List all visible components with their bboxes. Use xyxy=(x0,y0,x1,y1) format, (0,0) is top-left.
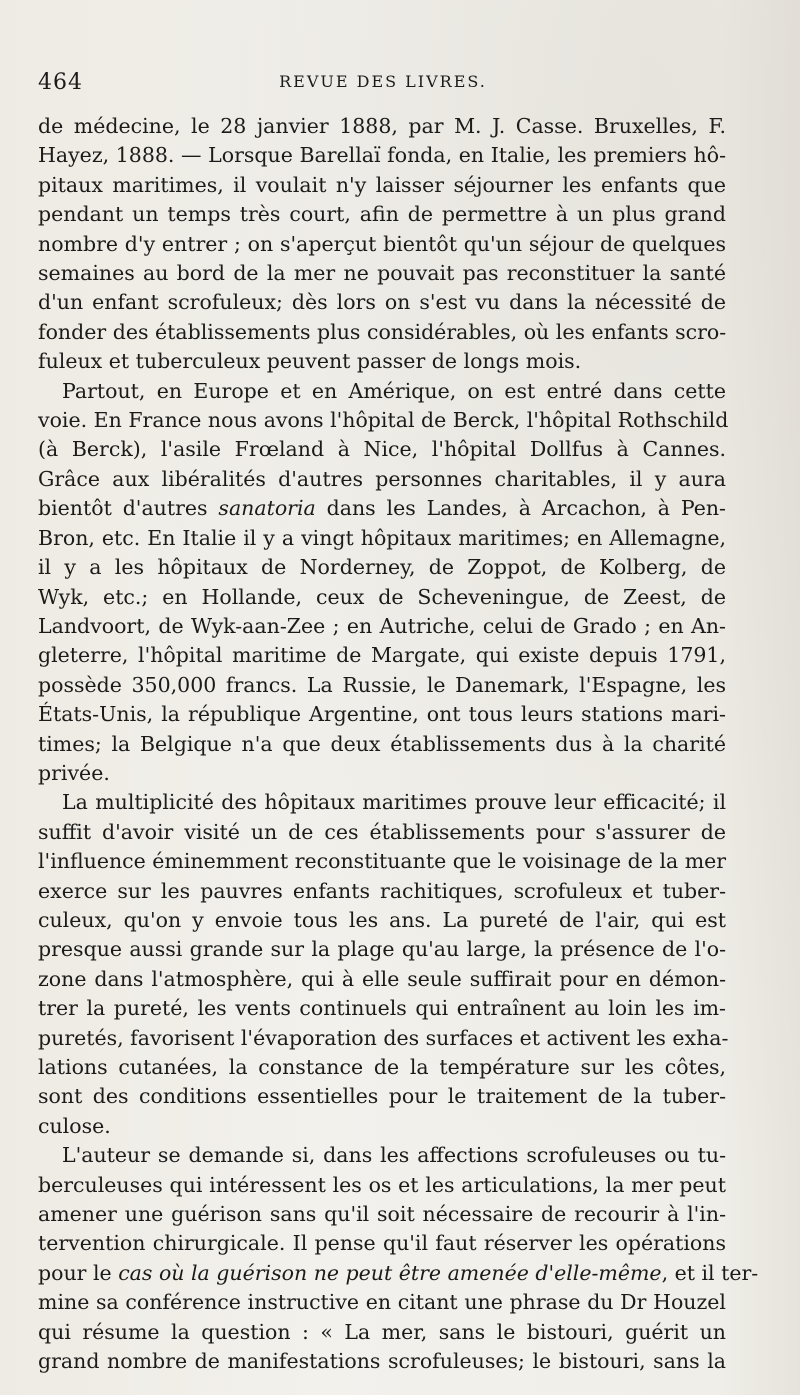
text-line: trer la pureté, les vents continuels qui entraînent au loin les im- xyxy=(38,996,726,1021)
text-line: nombre d'y entrer ; on s'aperçut bientôt qu'un séjour de quelques xyxy=(38,231,726,256)
text-line: culose. xyxy=(38,1113,111,1138)
text-line: privée. xyxy=(38,760,110,785)
text-line: l'influence éminemment reconstituante que le voisinage de la mer xyxy=(38,849,727,874)
text-line: (à Berck), l'asile Frœland à Nice, l'hôpital Dollfus à Cannes. xyxy=(38,437,726,462)
text-line: tervention chirurgicale. Il pense qu'il faut réserver les opérations xyxy=(38,1231,726,1256)
running-head: REVUE DES LIVRES. xyxy=(279,72,487,91)
text-segment: pour le xyxy=(38,1260,119,1285)
text-line: pitaux maritimes, il voulait n'y laisser séjourner les enfants que xyxy=(38,172,726,197)
text-line: fuleux et tuberculeux peuvent passer de longs mois. xyxy=(38,349,582,374)
text-line: La multiplicité des hôpitaux maritimes prouve leur efficacité; il xyxy=(62,790,726,815)
text-line: grand nombre de manifestations scrofuleuses; le bistouri, sans la xyxy=(38,1349,726,1374)
text-line xyxy=(38,1259,759,1288)
text-line: fonder des établissements plus considérables, où les enfants scro- xyxy=(38,319,727,344)
text-line: presque aussi grande sur la plage qu'au large, la présence de l'o- xyxy=(38,937,726,962)
text-line: mine sa conférence instructive en citant une phrase du Dr Houzel xyxy=(38,1290,726,1315)
text-line: culeux, qu'on y envoie tous les ans. La pureté de l'air, qui est xyxy=(38,907,726,932)
text-line: possède 350,000 francs. La Russie, le Danemark, l'Espagne, les xyxy=(38,672,726,697)
text-line: de médecine, le 28 janvier 1888, par M. J. Casse. Bruxelles, F. xyxy=(38,114,726,138)
text-line: il y a les hôpitaux de Norderney, de Zoppot, de Kolberg, de xyxy=(38,555,726,580)
page-header xyxy=(38,66,728,100)
text-segment: , et il ter- xyxy=(661,1260,759,1285)
text-line: Wyk, etc.; en Hollande, ceux de Scheveningue, de Zeest, de xyxy=(38,584,726,609)
text-line: semaines au bord de la mer ne pouvait pas reconstituer la santé xyxy=(38,261,726,286)
text-segment: dans les Landes, à Arcachon, à Pen- xyxy=(315,496,726,521)
page-number: 464 xyxy=(38,70,83,95)
body-text xyxy=(38,112,759,1376)
text-line: sont des conditions essentielles pour le traitement de la tuber- xyxy=(38,1084,726,1109)
text-line: times; la Belgique n'a que deux établissements dus à la charité xyxy=(38,731,726,756)
text-line: lations cutanées, la constance de la température sur les côtes, xyxy=(38,1055,726,1079)
text-line: Hayez, 1888. — Lorsque Barellaï fonda, en Italie, les premiers hô- xyxy=(38,143,726,168)
text-line: d'un enfant scrofuleux; dès lors on s'est vu dans la nécessité de xyxy=(38,290,726,315)
text-line: qui résume la question : « La mer, sans le bistouri, guérit un xyxy=(38,1319,726,1344)
text-line: suffit d'avoir visité un de ces établissements pour s'assurer de xyxy=(38,819,726,844)
text-line: exerce sur les pauvres enfants rachitiques, scrofuleux et tuber- xyxy=(38,878,726,903)
text-line: zone dans l'atmosphère, qui à elle seule suffirait pour en démon- xyxy=(38,966,726,991)
text-line: Landvoort, de Wyk-aan-Zee ; en Autriche, celui de Grado ; en An- xyxy=(38,613,726,638)
text-line: voie. En France nous avons l'hôpital de Berck, l'hôpital Rothschild xyxy=(38,408,729,433)
text-line xyxy=(38,494,726,523)
text-line: États-Unis, la république Argentine, ont tous leurs stations mari- xyxy=(38,702,726,727)
text-line: Grâce aux libéralités d'autres personnes charitables, il y aura xyxy=(38,466,726,491)
italic-term: sanatoria xyxy=(218,496,316,521)
text-line: berculeuses qui intéressent les os et les articulations, la mer peut xyxy=(38,1172,726,1197)
italic-quote: cas où la guérison ne peut être amenée d'elle-même xyxy=(118,1260,662,1285)
text-line: Bron, etc. En Italie il y a vingt hôpitaux maritimes; en Allemagne, xyxy=(38,525,726,550)
text-line: amener une guérison sans qu'il soit nécessaire de recourir à l'in- xyxy=(38,1202,726,1227)
text-line: puretés, favorisent l'évaporation des surfaces et activent les exha- xyxy=(38,1025,729,1050)
text-segment: bientôt d'autres xyxy=(38,496,219,521)
text-line: Partout, en Europe et en Amérique, on est entré dans cette xyxy=(62,378,726,403)
text-line: L'auteur se demande si, dans les affections scrofuleuses ou tu- xyxy=(62,1143,726,1168)
text-line: pendant un temps très court, afin de permettre à un plus grand xyxy=(38,202,726,227)
text-line: gleterre, l'hôpital maritime de Margate, qui existe depuis 1791, xyxy=(38,643,726,668)
